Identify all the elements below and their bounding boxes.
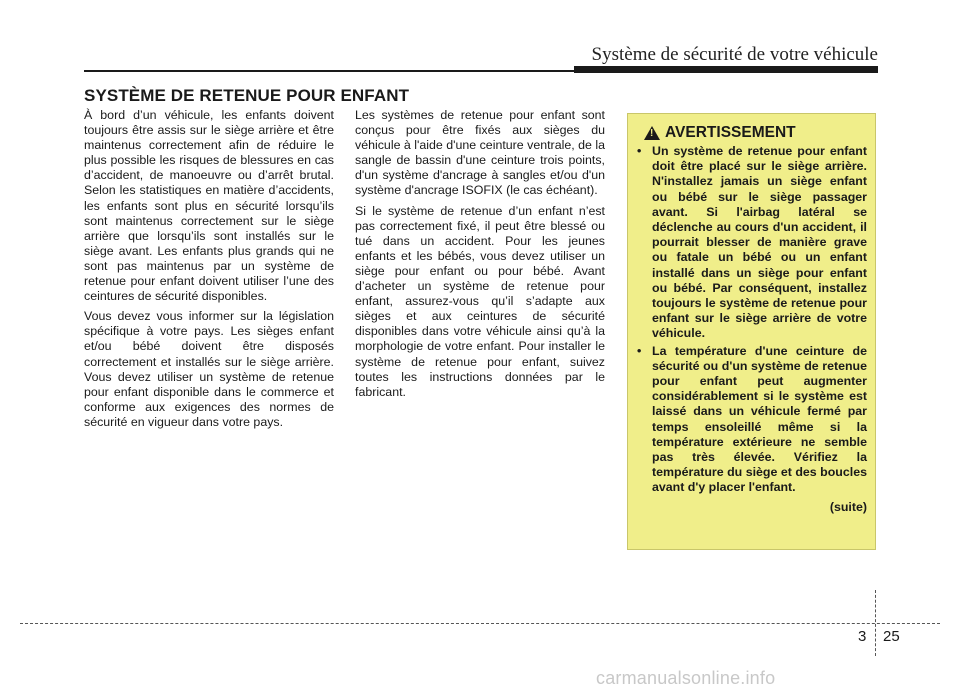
bullet: • <box>637 144 642 158</box>
left-paragraph-1: À bord d’un véhicule, les enfants doivent toujours être assis sur le siège arrière et être maintenus correctement afin de réduire le plus possible les risques de blessures en cas d’accident, de manoeuvre ou d’arrêt brutal. Selon les statistiques en matière d’accidents, les enfants sont plus en sécurité lorsqu’ils sont maintenus correctement sur le siège arrière que lorsqu’ils sont installés sur le siège avant. Les enfants plus grands qui ne sont pas maintenus par un système de retenue pour enfant doivent utiliser l’une des ceintures de sécurité disponibles. <box>84 108 334 304</box>
warning-item <box>636 344 867 496</box>
header-title: Système de sécurité de votre véhicule <box>591 44 878 65</box>
warning-item-text: Un système de retenue pour enfant doit être placé sur le siège arrière. N'installez jamais un siège enfant ou bébé sur le siège passager avant. Si l'airbag latéral se déclenche au cours d'un accident, il pourrait blesser de manière grave ou fatale un bébé ou un enfant installé dans un siège pour enfant ou bébé. Par conséquent, installez toujours le système de retenue pour enfant sur le siège arrière de votre véhicule. <box>652 144 867 341</box>
footer-dashed-line <box>20 623 940 624</box>
chapter-number: 3 <box>858 628 867 645</box>
middle-paragraph-2: Si le système de retenue d’un enfant n’est pas correctement fixé, il peut être blessé ou tué dans un accident. Pour les jeunes enfants et les bébés, vous devez utiliser un siège pour enfant ou pour bébé. Avant d’acheter un système de retenue pour enfant, assurez-vous qu’il s’adapte aux sièges et aux ceintures de sécurité disponibles dans votre véhicule ainsi qu’à la morphologie de votre enfant. Pour installer le système de retenue pour enfant, suivez toutes les instructions données par le fabricant. <box>355 203 605 399</box>
bullet: • <box>637 343 642 358</box>
page-number: 25 <box>883 628 900 645</box>
middle-column <box>355 108 605 405</box>
warning-triangle-icon <box>644 126 660 140</box>
footer-page-divider <box>875 590 876 656</box>
left-paragraph-2: Vous devez vous informer sur la législation spécifique à votre pays. Les sièges enfant et/ou bébé doivent être disposés correctement et installés sur le siège arrière. Vous devez utiliser un système de retenue pour enfant disponible dans le commerce et conforme aux exigences des normes de sécurité en vigueur dans votre pays. <box>84 309 334 429</box>
header-rule-thin <box>84 70 574 72</box>
section-title: SYSTÈME DE RETENUE POUR ENFANT <box>84 86 410 105</box>
warning-icon-glyph: ! <box>650 128 654 139</box>
watermark: carmanualsonline.info <box>596 668 776 688</box>
continued-label: (suite) <box>829 499 867 514</box>
warning-box <box>627 113 876 550</box>
warning-item <box>636 144 867 342</box>
warning-item-text: La température d'une ceinture de sécurité ou d'un système de retenue pour enfant peut augmenter considérablement si le système est laissé dans un véhicule fermé par temps ensoleillé même si la température extérieure ne semble pas très élevée. Vérifiez la température du siège et des boucles avant d'y placer l'enfant. <box>652 343 867 495</box>
header-rule-thick <box>574 66 878 73</box>
warning-title: AVERTISSEMENT <box>665 124 796 141</box>
warning-list <box>636 144 867 496</box>
left-column <box>84 108 334 435</box>
middle-paragraph-1: Les systèmes de retenue pour enfant sont conçus pour être fixés aux sièges du véhicule à l'aide d'une ceinture ventrale, de la sangle de bassin d'une ceinture trois points, d'un système d'ancrage à sangles et/ou d'un système d'ancrage ISOFIX (le cas échéant). <box>355 108 605 198</box>
warning-header <box>644 124 867 142</box>
